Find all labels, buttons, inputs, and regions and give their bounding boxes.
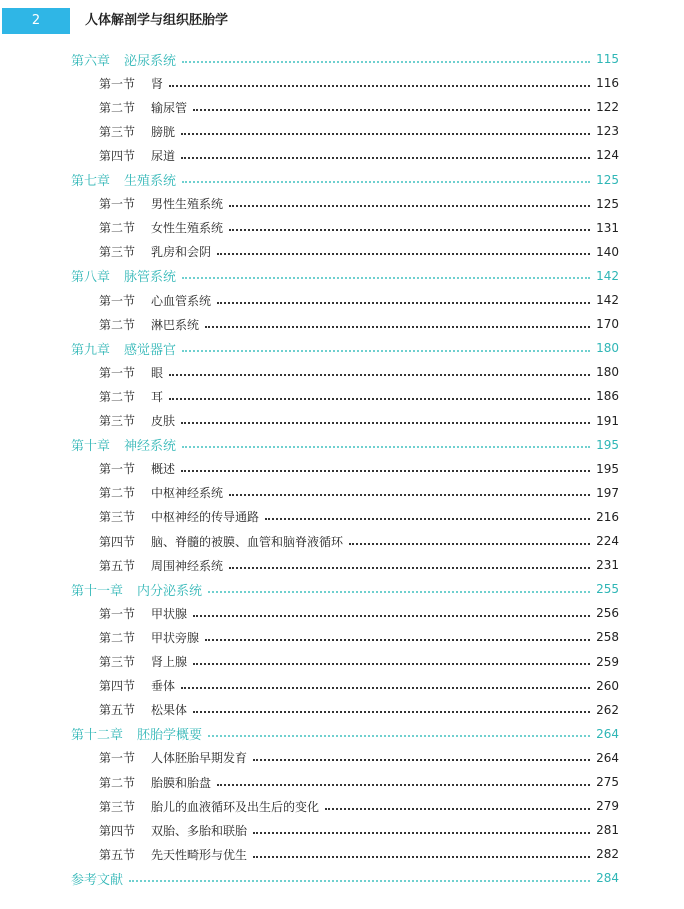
toc-entry-number: 第二节 bbox=[99, 221, 136, 236]
toc-page-number: 191 bbox=[596, 413, 619, 428]
toc-entry-title: 淋巴系统 bbox=[151, 317, 200, 332]
toc-entry-number: 第一节 bbox=[99, 76, 136, 91]
toc-entry-title: 参考文献 bbox=[71, 872, 124, 888]
toc-section-row[interactable] bbox=[99, 457, 619, 481]
toc-section-row[interactable] bbox=[99, 794, 619, 818]
toc-entry-title: 神经系统 bbox=[124, 439, 177, 455]
toc-entry-number: 第十一章 bbox=[71, 583, 124, 599]
toc-section-row[interactable] bbox=[99, 553, 619, 577]
toc-entry-number: 第二节 bbox=[99, 630, 136, 645]
toc-page-number: 259 bbox=[596, 654, 619, 669]
toc-section-row[interactable] bbox=[99, 71, 619, 95]
toc-page-number: 255 bbox=[596, 582, 619, 597]
toc-entry-title: 女性生殖系统 bbox=[151, 221, 224, 236]
dot-leader bbox=[349, 542, 590, 545]
toc-entry-number: 第九章 bbox=[71, 342, 111, 358]
toc-page-number: 281 bbox=[596, 823, 619, 838]
dot-leader bbox=[253, 758, 590, 761]
toc-entry-number: 第十二章 bbox=[71, 728, 124, 744]
toc-entry-number: 第三节 bbox=[99, 245, 136, 260]
dot-leader bbox=[217, 301, 590, 304]
toc-page-number: 195 bbox=[596, 437, 619, 452]
toc-entry-title: 中枢神经的传导通路 bbox=[151, 510, 260, 525]
dot-leader bbox=[253, 855, 590, 858]
toc-entry-title: 泌尿系统 bbox=[124, 53, 177, 69]
toc-entry-number: 第二节 bbox=[99, 486, 136, 501]
toc-entry-number: 第六章 bbox=[71, 53, 111, 69]
toc-section-row[interactable] bbox=[99, 288, 619, 312]
toc-entry-title: 中枢神经系统 bbox=[151, 486, 224, 501]
dot-leader bbox=[229, 566, 590, 569]
dot-leader bbox=[205, 325, 590, 328]
toc-section-row[interactable] bbox=[99, 409, 619, 433]
page-number: 2 bbox=[2, 8, 70, 34]
toc-section-row[interactable] bbox=[99, 216, 619, 240]
toc-section-row[interactable] bbox=[99, 674, 619, 698]
dot-leader bbox=[217, 252, 590, 255]
toc-entry-title: 松果体 bbox=[151, 703, 188, 718]
dot-leader bbox=[181, 469, 590, 472]
toc-entry-number: 第一节 bbox=[99, 197, 136, 212]
dot-leader bbox=[325, 807, 590, 810]
dot-leader bbox=[208, 734, 590, 737]
toc-entry-title: 胚胎学概要 bbox=[137, 728, 203, 744]
toc-page-number: 197 bbox=[596, 485, 619, 500]
toc-entry-number: 第三节 bbox=[99, 124, 136, 139]
toc-section-row[interactable] bbox=[99, 240, 619, 264]
toc-page-number: 125 bbox=[596, 196, 619, 211]
toc-page-number: 131 bbox=[596, 220, 619, 235]
toc-section-row[interactable] bbox=[99, 95, 619, 119]
toc-section-row[interactable] bbox=[99, 842, 619, 866]
toc-page-number: 115 bbox=[596, 52, 619, 66]
toc-section-row[interactable] bbox=[99, 818, 619, 842]
dot-leader bbox=[193, 614, 590, 617]
toc-entry-title: 甲状旁腺 bbox=[151, 630, 200, 645]
dot-leader bbox=[193, 662, 590, 665]
toc-entry-title: 皮肤 bbox=[151, 414, 176, 428]
toc-section-row[interactable] bbox=[99, 601, 619, 625]
toc-page-number: 180 bbox=[596, 341, 619, 356]
toc-entry-number: 第四节 bbox=[99, 148, 136, 163]
toc-page-number: 264 bbox=[596, 726, 619, 741]
toc-section-row[interactable] bbox=[99, 770, 619, 794]
dot-leader bbox=[182, 180, 590, 183]
toc-chapter-row[interactable] bbox=[71, 168, 619, 192]
toc-entry-number: 第一节 bbox=[99, 606, 136, 621]
toc-page-number: 284 bbox=[596, 871, 619, 886]
toc-entry-title: 肾 bbox=[151, 76, 164, 91]
toc-entry-title: 乳房和会阴 bbox=[151, 245, 212, 260]
dot-leader bbox=[182, 349, 590, 352]
toc-section-row[interactable] bbox=[99, 143, 619, 167]
toc-entry-number: 第一节 bbox=[99, 751, 136, 766]
toc-entry-title: 输尿管 bbox=[151, 100, 188, 115]
toc-entry-number: 第十章 bbox=[71, 439, 111, 455]
dot-leader bbox=[129, 879, 590, 882]
toc-entry-title: 尿道 bbox=[151, 148, 176, 163]
toc-entry-title: 垂体 bbox=[151, 679, 176, 694]
toc-page-number: 224 bbox=[596, 534, 619, 548]
toc-section-row[interactable] bbox=[99, 384, 619, 408]
dot-leader bbox=[182, 60, 590, 63]
toc-page-number: 258 bbox=[596, 630, 619, 645]
toc-chapter-row[interactable] bbox=[71, 264, 619, 288]
dot-leader bbox=[169, 397, 590, 400]
toc-chapter-row[interactable] bbox=[71, 866, 619, 890]
toc-section-row[interactable] bbox=[99, 529, 619, 553]
toc-page-number: 170 bbox=[596, 317, 619, 332]
dot-leader bbox=[193, 710, 590, 713]
toc-page-number: 260 bbox=[596, 678, 619, 693]
toc-chapter-row[interactable] bbox=[71, 433, 619, 457]
toc-chapter-row[interactable] bbox=[71, 47, 619, 71]
toc-entry-title: 眼 bbox=[151, 365, 164, 380]
dot-leader bbox=[169, 84, 590, 87]
toc-entry-number: 第五节 bbox=[99, 703, 136, 718]
toc-section-row[interactable] bbox=[99, 625, 619, 649]
toc-entry-title: 周围神经系统 bbox=[151, 558, 224, 573]
toc-entry-number: 第一节 bbox=[99, 365, 136, 380]
toc-entry-title: 心血管系统 bbox=[151, 293, 212, 308]
toc-entry-number: 第三节 bbox=[99, 510, 136, 525]
toc-chapter-row[interactable] bbox=[71, 722, 619, 746]
toc-section-row[interactable] bbox=[99, 481, 619, 505]
toc-chapter-row[interactable] bbox=[71, 336, 619, 360]
toc-entry-title: 生殖系统 bbox=[124, 174, 177, 189]
toc-chapter-row[interactable] bbox=[71, 577, 619, 601]
toc-page-number: 282 bbox=[596, 847, 619, 862]
toc-entry-title: 人体胚胎早期发育 bbox=[151, 751, 248, 766]
toc-page-number: 279 bbox=[596, 799, 619, 814]
toc-entry-number: 第二节 bbox=[99, 317, 136, 332]
dot-leader bbox=[217, 783, 590, 786]
toc-entry-title: 先天性畸形与优生 bbox=[151, 847, 248, 862]
dot-leader bbox=[182, 276, 590, 279]
toc-section-row[interactable] bbox=[99, 312, 619, 336]
toc-entry-number: 第一节 bbox=[99, 462, 136, 477]
dot-leader bbox=[181, 686, 590, 689]
toc-entry-number: 第三节 bbox=[99, 655, 136, 669]
toc-entry-title: 甲状腺 bbox=[151, 606, 188, 621]
toc-entry-number: 第七章 bbox=[71, 174, 111, 189]
dot-leader bbox=[181, 421, 590, 424]
toc-entry-title: 内分泌系统 bbox=[137, 583, 203, 599]
toc-entry-number: 第一节 bbox=[99, 293, 136, 308]
toc-section-row[interactable] bbox=[99, 746, 619, 770]
toc-entry-title: 脑、脊髓的被膜、血管和脑脊液循环 bbox=[151, 534, 344, 549]
dot-leader bbox=[181, 132, 590, 135]
toc-entry-title: 肾上腺 bbox=[151, 655, 188, 669]
toc-page-number: 123 bbox=[596, 124, 619, 139]
toc-page-number: 256 bbox=[596, 606, 619, 621]
book-title: 人体解剖学与组织胚胎学 bbox=[85, 13, 229, 28]
toc-page-number: 140 bbox=[596, 244, 619, 259]
dot-leader bbox=[181, 156, 590, 159]
toc-entry-number: 第三节 bbox=[99, 414, 136, 428]
toc-section-row[interactable] bbox=[99, 505, 619, 529]
toc-entry-number: 第二节 bbox=[99, 389, 136, 404]
toc-page-number: 195 bbox=[596, 461, 619, 476]
toc-page-number: 116 bbox=[596, 76, 619, 91]
toc-page-number: 216 bbox=[596, 509, 619, 524]
toc-section-row[interactable] bbox=[99, 192, 619, 216]
toc-entry-number: 第五节 bbox=[99, 847, 136, 862]
toc-entry-title: 胎膜和胎盘 bbox=[151, 775, 212, 790]
dot-leader bbox=[229, 493, 590, 496]
toc-entry-title: 膀胱 bbox=[151, 124, 176, 139]
toc-page-number: 186 bbox=[596, 389, 619, 404]
toc-entry-number: 第五节 bbox=[99, 558, 136, 573]
toc-entry-title: 概述 bbox=[151, 462, 176, 477]
dot-leader bbox=[193, 108, 590, 111]
toc-entry-title: 双胎、多胎和联胎 bbox=[151, 823, 248, 838]
toc-entry-number: 第四节 bbox=[99, 679, 136, 694]
dot-leader bbox=[208, 590, 590, 593]
toc-entry-number: 第三节 bbox=[99, 799, 136, 814]
toc-page-number: 275 bbox=[596, 775, 619, 789]
toc-section-row[interactable] bbox=[99, 650, 619, 674]
toc-page-number: 122 bbox=[596, 100, 619, 115]
toc-entry-title: 耳 bbox=[151, 389, 164, 404]
dot-leader bbox=[205, 638, 590, 641]
toc-page-number: 262 bbox=[596, 702, 619, 717]
dot-leader bbox=[229, 204, 590, 207]
toc-page-number: 231 bbox=[596, 558, 619, 573]
toc-entry-title: 胎儿的血液循环及出生后的变化 bbox=[151, 799, 320, 814]
toc-page-number: 180 bbox=[596, 365, 619, 380]
dot-leader bbox=[229, 228, 590, 231]
toc-page-number: 125 bbox=[596, 172, 619, 187]
dot-leader bbox=[182, 445, 590, 448]
toc-entry-title: 脉管系统 bbox=[124, 270, 177, 286]
dot-leader bbox=[265, 517, 590, 520]
toc-entry-number: 第八章 bbox=[71, 270, 111, 286]
toc-section-row[interactable] bbox=[99, 119, 619, 143]
toc-section-row[interactable] bbox=[99, 698, 619, 722]
toc-entry-number: 第二节 bbox=[99, 100, 136, 115]
toc-section-row[interactable] bbox=[99, 360, 619, 384]
toc-entry-number: 第二节 bbox=[99, 775, 136, 790]
dot-leader bbox=[169, 373, 590, 376]
page-header bbox=[0, 8, 684, 36]
toc-entry-number: 第四节 bbox=[99, 534, 136, 549]
toc-entry-number: 第四节 bbox=[99, 823, 136, 838]
toc-page-number: 264 bbox=[596, 750, 619, 765]
toc-entry-title: 男性生殖系统 bbox=[151, 197, 224, 212]
toc-entry-title: 感觉器官 bbox=[124, 342, 177, 358]
toc-page-number: 124 bbox=[596, 148, 619, 163]
toc-page-number: 142 bbox=[596, 293, 619, 307]
dot-leader bbox=[253, 831, 590, 834]
toc-page-number: 142 bbox=[596, 268, 619, 283]
